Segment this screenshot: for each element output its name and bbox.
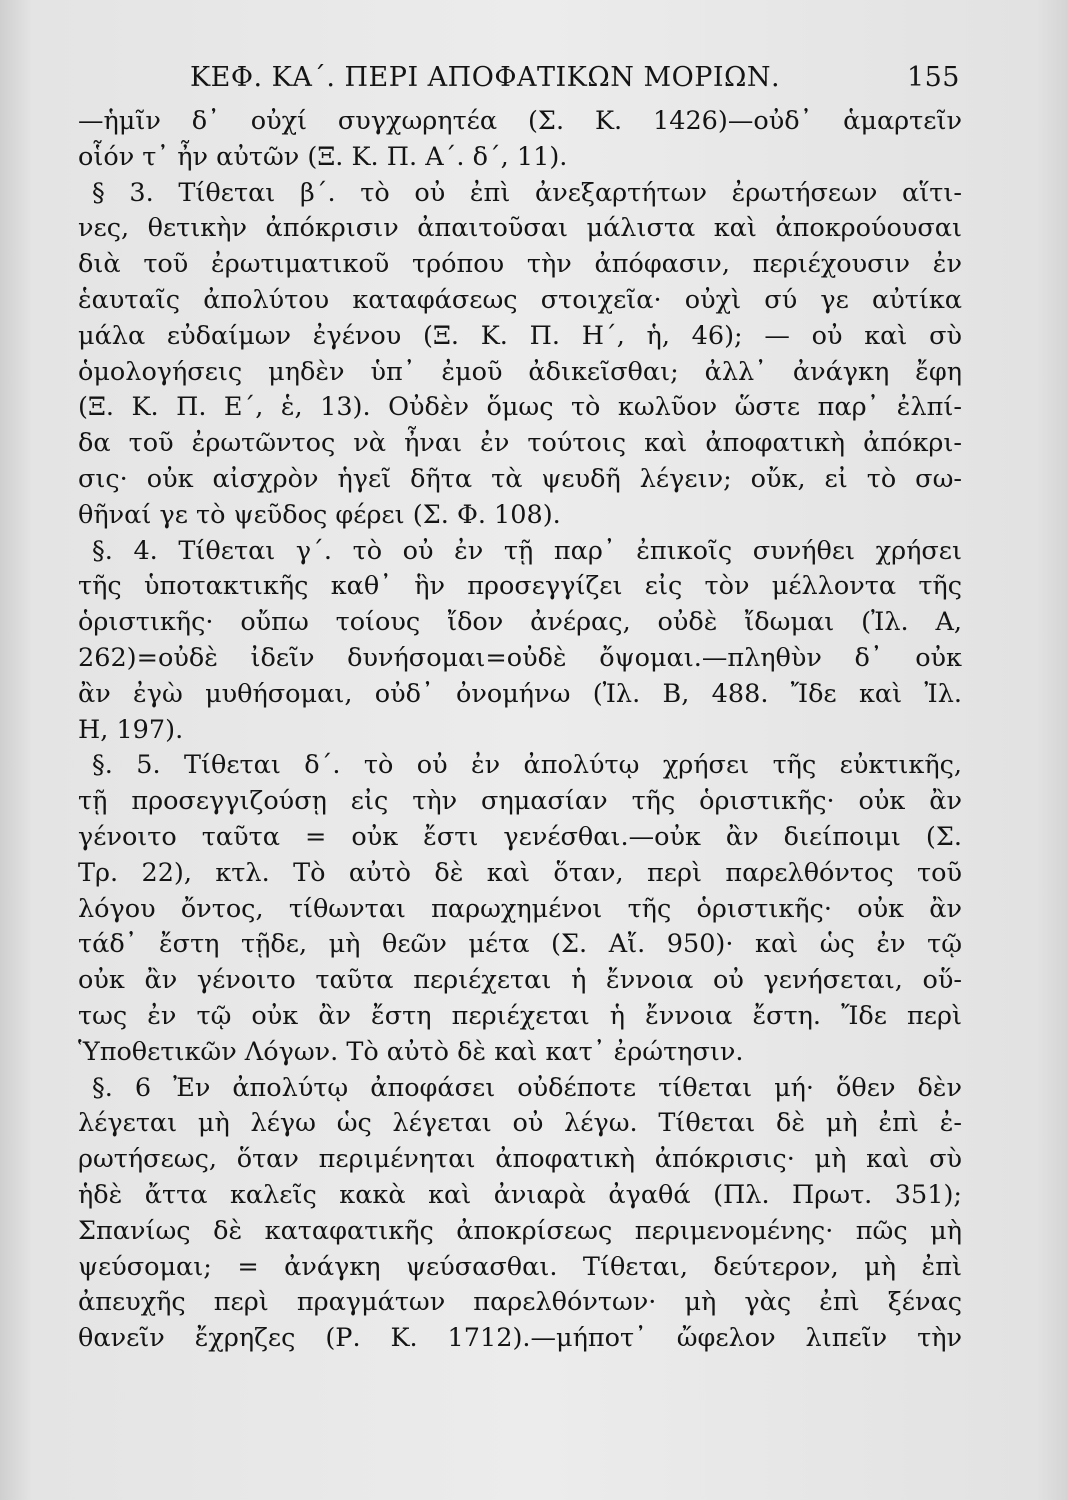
text-line: ὁμολογήσεις μηδὲν ὑπ᾽ ἐμοῦ ἀδικεῖσθαι; ἀλλ᾽ ἀνάγκη ἔφη [78, 356, 962, 387]
text-line: τως ἐν τῷ οὐκ ἂν ἔστη περιέχεται ἡ ἔννοια ἔστη. Ἴδε περὶ [78, 1000, 962, 1031]
text-line: μάλα εὐδαίμων ἐγένου (Ξ. Κ. Π. Η΄, ἡ, 46); — οὐ καὶ σὺ [78, 320, 962, 351]
section-heading-line: §. 5. Τίθεται δ΄. τὸ οὐ ἐν ἀπολύτῳ χρήσει τῆς εὐκτικῆς, [92, 750, 962, 781]
text-line: 262)=οὐδὲ ἰδεῖν δυνήσομαι=οὐδὲ ὄψομαι.—πληθὺν δ᾽ οὐκ [78, 642, 962, 673]
text-line: διὰ τοῦ ἐρωτιματικοῦ τρόπου τὴν ἀπόφασιν, περιέχουσιν ἐν [78, 249, 962, 280]
text-line: τάδ᾽ ἔστη τῇδε, μὴ θεῶν μέτα (Σ. Αἴ. 950)· καὶ ὡς ἐν τῷ [78, 929, 962, 960]
text-line: θῆναί γε τὸ ψεῦδος φέρει (Σ. Φ. 108). [78, 499, 561, 530]
text-line: ρωτήσεως, ὅταν περιμένηται ἀποφατικὴ ἀπόκρισις· μὴ καὶ σὺ [78, 1144, 962, 1175]
body-text [78, 104, 962, 1357]
text-line: οὐκ ἂν γένοιτο ταῦτα περιέχεται ἡ ἔννοια οὐ γενήσεται, οὕ- [78, 965, 962, 996]
page-number: 155 [906, 62, 960, 93]
text-line: ἂν ἐγὼ μυθήσομαι, οὐδ᾽ ὀνομήνω (Ἰλ. Β, 488. Ἴδε καὶ Ἰλ. [78, 678, 962, 709]
text-line: οἷόν τ᾽ ἦν αὐτῶν (Ξ. Κ. Π. Α΄. δ΄, 11). [78, 141, 568, 172]
text-line: Τρ. 22), κτλ. Τὸ αὐτὸ δὲ καὶ ὅταν, περὶ παρελθόντος τοῦ [78, 857, 962, 888]
text-line: τῇ προσεγγιζούσῃ εἰς τὴν σημασίαν τῆς ὁριστικῆς· οὐκ ἂν [78, 786, 962, 817]
text-line: Η, 197). [78, 714, 184, 745]
text-line: ὁριστικῆς· οὔπω τοίους ἴδον ἀνέρας, οὐδὲ ἴδωμαι (Ἰλ. Α, [78, 607, 962, 638]
text-line: γένοιτο ταῦτα = οὐκ ἔστι γενέσθαι.—οὐκ ἂν διείποιμι (Σ. [78, 821, 962, 852]
section-heading-line: §. 6 Ἐν ἀπολύτῳ ἀποφάσει οὐδέποτε τίθεται μή· ὅθεν δὲν [92, 1072, 962, 1103]
text-line: ψεύσομαι; = ἀνάγκη ψεύσασθαι. Τίθεται, δεύτερον, μὴ ἐπὶ [78, 1251, 962, 1282]
section-heading-line: §. 4. Τίθεται γ΄. τὸ οὐ ἐν τῇ παρ᾽ ἐπικοῖς συνήθει χρήσει [92, 535, 962, 566]
text-line: Σπανίως δὲ καταφατικῆς ἀποκρίσεως περιμενομένης· πῶς μὴ [78, 1215, 962, 1246]
text-line: (Ξ. Κ. Π. Ε΄, ἑ, 13). Οὐδὲν ὅμως τὸ κωλῦον ὥστε παρ᾽ ἐλπί- [78, 392, 962, 423]
text-line: νες, θετικὴν ἀπόκρισιν ἀπαιτοῦσαι μάλιστα καὶ ἀποκρούουσαι [78, 213, 962, 244]
text-line: δα τοῦ ἐρωτῶντος νὰ ἦναι ἐν τούτοις καὶ ἀποφατικὴ ἀπόκρι- [78, 428, 962, 459]
running-header [190, 62, 960, 102]
text-line: Ὑποθετικῶν Λόγων. Τὸ αὐτὸ δὲ καὶ κατ᾽ ἐρώτησιν. [78, 1036, 744, 1067]
text-line: λέγεται μὴ λέγω ὡς λέγεται οὐ λέγω. Τίθεται δὲ μὴ ἐπὶ ἐ- [78, 1108, 962, 1139]
text-line: ἑαυταῖς ἀπολύτου καταφάσεως στοιχεῖα· οὐχὶ σύ γε αὐτίκα [78, 284, 962, 315]
text-line: ἀπευχῆς περὶ πραγμάτων παρελθόντων· μὴ γὰς ἐπὶ ξένας [78, 1287, 962, 1318]
chapter-title: ΚΕΦ. ΚΑ΄. ΠΕΡΙ ΑΠΟΦΑΤΙΚΩΝ ΜΟΡΙΩΝ. [190, 62, 781, 93]
text-line: τῆς ὑποτακτικῆς καθ᾽ ἣν προσεγγίζει εἰς τὸν μέλλοντα τῆς [78, 571, 962, 602]
text-line: θανεῖν ἔχρηζες (Ρ. Κ. 1712).—μήποτ᾽ ὤφελον λιπεῖν τὴν [78, 1323, 962, 1354]
text-line: σις· οὐκ αἰσχρὸν ἡγεῖ δῆτα τὰ ψευδῆ λέγειν; οὔκ, εἰ τὸ σω- [78, 463, 962, 494]
text-line: —ἡμῖν δ᾽ οὐχί συγχωρητέα (Σ. Κ. 1426)—οὐδ᾽ ἁμαρτεῖν [78, 106, 962, 136]
text-line: λόγου ὄντος, τίθωνται παρωχημένοι τῆς ὁριστικῆς· οὐκ ἂν [78, 893, 962, 924]
section-heading-line: § 3. Τίθεται β΄. τὸ οὐ ἐπὶ ἀνεξαρτήτων ἐρωτήσεων αἵτι- [92, 177, 962, 208]
text-line: ἡδὲ ἄττα καλεῖς κακὰ καὶ ἀνιαρὰ ἀγαθά (Πλ. Πρωτ. 351); [78, 1179, 962, 1210]
